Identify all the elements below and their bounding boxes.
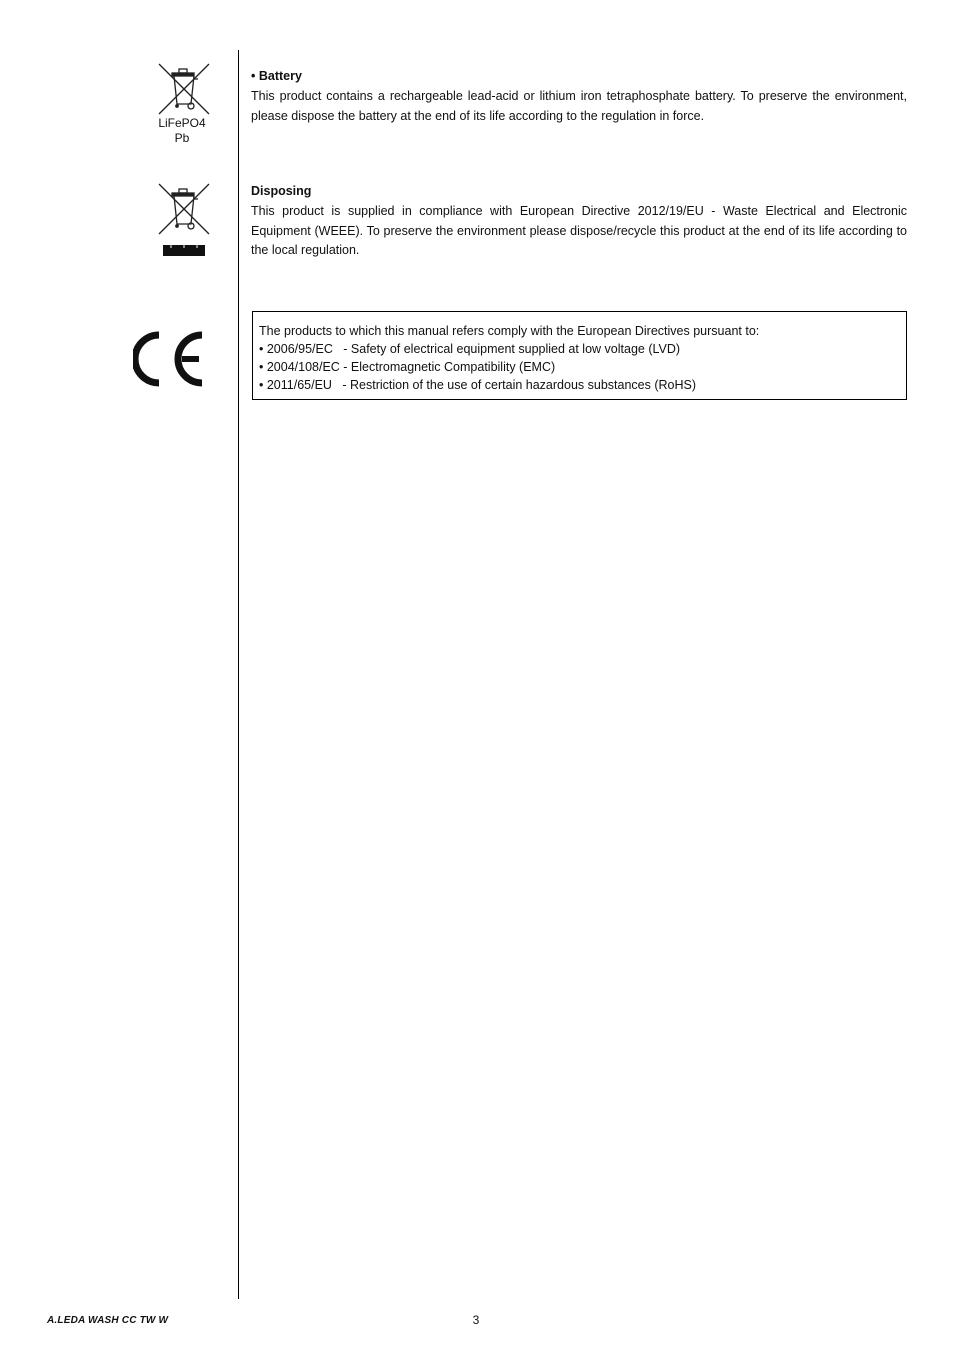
battery-bin-icon	[157, 62, 211, 116]
battery-chemistry-line1: LiFePO4	[158, 116, 206, 130]
directive-item: • 2006/95/EC - Safety of electrical equipment supplied at low voltage (LVD)	[259, 342, 681, 356]
ce-compliance-box	[252, 311, 907, 400]
disposing-section	[251, 183, 907, 261]
battery-body: This product contains a rechargeable lead-acid or lithium iron tetraphosphate battery. To preserve the environment, please dispose the battery at the end of its life according to the regulation in force.	[251, 89, 907, 123]
directive-list	[259, 340, 900, 394]
disposing-title: Disposing	[251, 184, 312, 198]
disposing-body: This product is supplied in compliance with European Directive 2012/19/EU - Waste Electrical and Electronic Equipment (WEEE). To preserve the environment please dispose/recycle this product at the end of its life according to the local regulation.	[251, 204, 907, 257]
weee-bin-icon	[157, 182, 211, 258]
battery-section	[251, 68, 907, 126]
ce-mark-icon	[133, 331, 205, 387]
directive-item: • 2004/108/EC - Electromagnetic Compatibility (EMC)	[259, 360, 556, 374]
directive-item: • 2011/65/EU - Restriction of the use of certain hazardous substances (RoHS)	[259, 378, 696, 392]
page-number: 3	[472, 1313, 480, 1327]
battery-chemistry-label	[142, 116, 222, 146]
battery-title: • Battery	[251, 69, 302, 83]
footer-model-name: A.LEDA WASH CC TW W	[47, 1315, 169, 1326]
battery-chemistry-line2: Pb	[174, 131, 190, 145]
ce-intro-text: The products to which this manual refers comply with the European Directives pursuant to:	[259, 324, 760, 338]
column-divider	[238, 50, 239, 1299]
